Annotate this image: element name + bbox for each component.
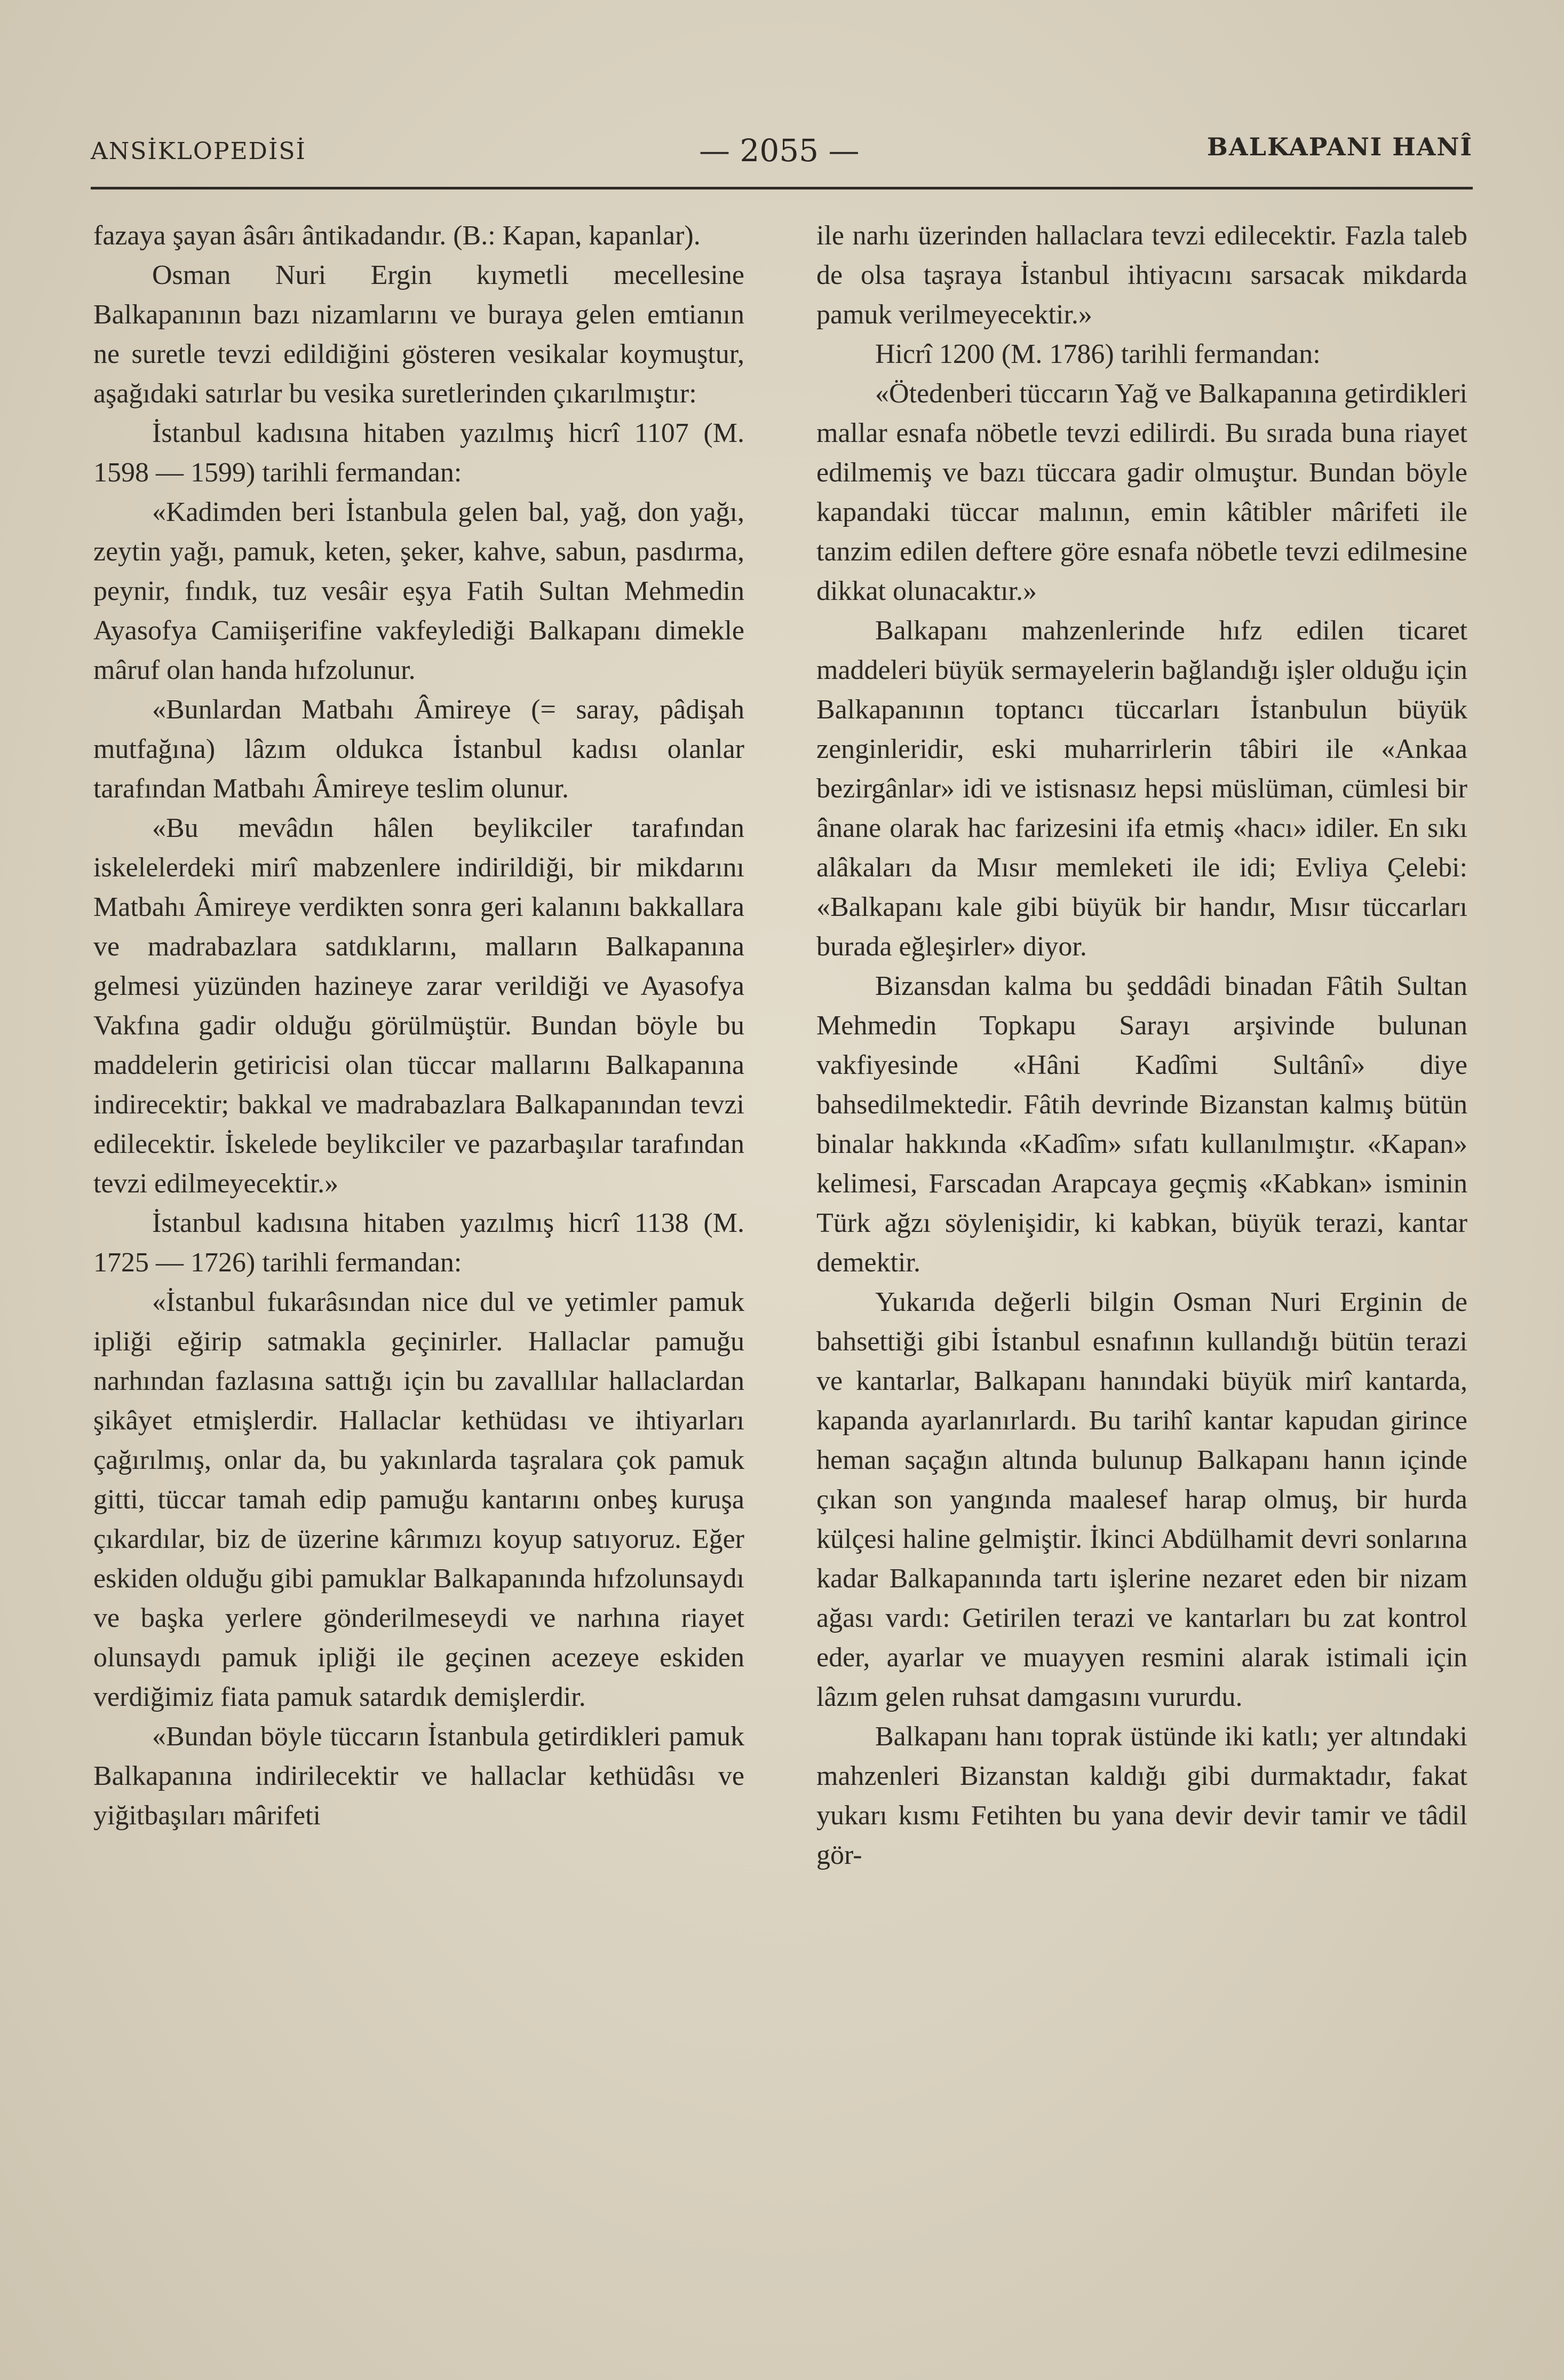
paragraph: Balkapanı hanı toprak üstünde iki katlı; yer altındaki mahzenleri Bizanstan kaldığı gibi durmaktadır, fakat yukarı kısmı Fetihten bu yana devir devir tamir ve tâdil gör-	[816, 1721, 1467, 1870]
paragraph: Balkapanı mahzenlerinde hıfz edilen ticaret maddeleri büyük sermayelerin bağlandığı işler olduğu için Balkapanının toptancı tüccarları İstanbulun büyük zenginleridir, eski muharrirlerin tâbiri ile «Ankaa bezirgânlar» idi ve istisnasız hepsi müslüman, cümlesi bir ânane olarak hac farizesini ifa etmiş «hacı» idiler. En sıkı alâkaları da Mısır memleketi ile idi; Evliya Çelebi: «Balkapanı kale gibi büyük bir handır, Mısır tüccarları burada eğleşirler» diyor.	[816, 615, 1467, 962]
paragraph: Hicrî 1200 (M. 1786) tarihli fermandan:	[875, 339, 1321, 369]
header-left: ANSİKLOPEDİSİ	[91, 138, 306, 165]
paragraph: İstanbul kadısına hitaben yazılmış hicrî 1138 (M. 1725 — 1726) tarihli fermandan:	[93, 1208, 744, 1278]
paragraph: Osman Nuri Ergin kıymetli mecellesine Balkapanının bazı nizamlarını ve buraya gelen emtianın ne suretle tevzi edildiğini gösteren vesikalar koymuştur, aşağıdaki satırlar bu vesika suretlerinden çıkarılmıştır:	[93, 260, 744, 409]
paragraph: «Bunlardan Matbahı Âmireye (= saray, pâdişah mutfağına) lâzım oldukca İstanbul kadısı olanlar tarafından Matbahı Âmireye teslim olunur.	[93, 694, 744, 804]
running-header	[91, 123, 1473, 181]
paragraph: ile narhı üzerinden hallaclara tevzi edilecektir. Fazla taleb de olsa taşraya İstanbul ihtiyacını sarsacak mikdarda pamuk verilmeyecektir.»	[816, 220, 1467, 330]
page-number: — 2055 —	[699, 132, 860, 169]
paragraph: «Bundan böyle tüccarın İstanbula getirdikleri pamuk Balkapanına indirilecektir ve hallaclar kethüdâsı ve yiğitbaşıları mârifeti	[93, 1721, 744, 1831]
right-column	[816, 216, 1467, 1875]
paragraph: «İstanbul fukarâsından nice dul ve yetimler pamuk ipliği eğirip satmakla geçinirler. Hallaclar pamuğu narhından fazlasına sattığı için bu zavallılar hallaclardan şikâyet etmişlerdir. Hallaclar kethüdası ve ihtiyarları çağırılmış, onlar da, bu yakınlarda taşralara çok pamuk gitti, tüccar tamah edip pamuğu kantarını onbeş kuruşa çıkardılar, biz de üzerine kârımızı koyup satıyoruz. Eğer eskiden olduğu gibi pamuklar Balkapanında hıfzolunsaydı ve başka yerlere gönderilmeseydi ve narhına riayet olunsaydı pamuk ipliği ile geçinen acezeye eskiden verdiğimiz fiata pamuk satardık demişlerdir.	[93, 1287, 744, 1712]
paragraph: Yukarıda değerli bilgin Osman Nuri Erginin de bahsettiği gibi İstanbul esnafının kullandığı bütün terazi ve kantarlar, Balkapanı hanındaki büyük mirî kantarda, kapanda ayarlanırlardı. Bu tarihî kantar kapudan girince heman saçağın altında bulunup Balkapanı hanın içinde çıkan son yangında maalesef harap olmuş, bir hurda külçesi haline gelmiştir. İkinci Abdülhamit devri sonlarına kadar Balkapanında tartı işlerine nezaret eden bir nizam ağası vardı: Getirilen terazi ve kantarları bu zat kontrol eder, ayarlar ve muayyen resmini alarak istimali için lâzım gelen ruhsat damgasını vururdu.	[816, 1287, 1467, 1712]
header-right: BALKAPANI HANÎ	[1207, 132, 1473, 161]
left-column	[93, 216, 744, 1836]
paragraph: İstanbul kadısına hitaben yazılmış hicrî 1107 (M. 1598 — 1599) tarihli fermandan:	[93, 418, 744, 488]
header-rule	[91, 187, 1473, 189]
paragraph: Bizansdan kalma bu şeddâdi binadan Fâtih Sultan Mehmedin Topkapu Sarayı arşivinde bulunan vakfiyesinde «Hâni Kadîmi Sultânî» diye bahsedilmektedir. Fâtih devrinde Bizanstan kalmış bütün binalar hakkında «Kadîm» sıfatı kullanılmıştır. «Kapan» kelimesi, Farscadan Arapcaya geçmiş «Kabkan» isminin Türk ağzı söylenişidir, ki kabkan, büyük terazi, kantar demektir.	[816, 971, 1467, 1278]
paragraph: «Bu mevâdın hâlen beylikciler tarafından iskelelerdeki mirî mabzenlere indirildiği, bir mikdarını Matbahı Âmireye verdikten sonra geri kalanını bakkallara ve madrabazlara satdıklarını, malların Balkapanına gelmesi yüzünden hazineye zarar verildiği ve Ayasofya Vakfına gadir olduğu görülmüştür. Bundan böyle bu maddelerin getiricisi olan tüccar mallarını Balkapanına indirecektir; bakkal ve madrabazlara Balkapanından tevzi edilecektir. İskelede beylikciler ve pazarbaşılar tarafından tevzi edilmeyecektir.»	[93, 813, 744, 1199]
paragraph: «Kadimden beri İstanbula gelen bal, yağ, don yağı, zeytin yağı, pamuk, keten, şeker, kahve, sabun, pasdırma, peynir, fındık, tuz vesâir eşya Fatih Sultan Mehmedin Ayasofya Camiişerifine vakfeylediği Balkapanı dimekle mâruf olan handa hıfzolunur.	[93, 497, 744, 685]
paragraph: «Ötedenberi tüccarın Yağ ve Balkapanına getirdikleri mallar esnafa nöbetle tevzi edilirdi. Bu sırada buna riayet edilmemiş ve bazı tüccara gadir olmuştur. Bundan böyle kapandaki tüccar malının, emin kâtibler mârifeti ile tanzim edilen deftere göre esnafa nöbetle tevzi edilmesine dikkat olunacaktır.»	[816, 378, 1467, 606]
paragraph: fazaya şayan âsârı ântikadandır. (B.: Kapan, kapanlar).	[93, 220, 701, 251]
